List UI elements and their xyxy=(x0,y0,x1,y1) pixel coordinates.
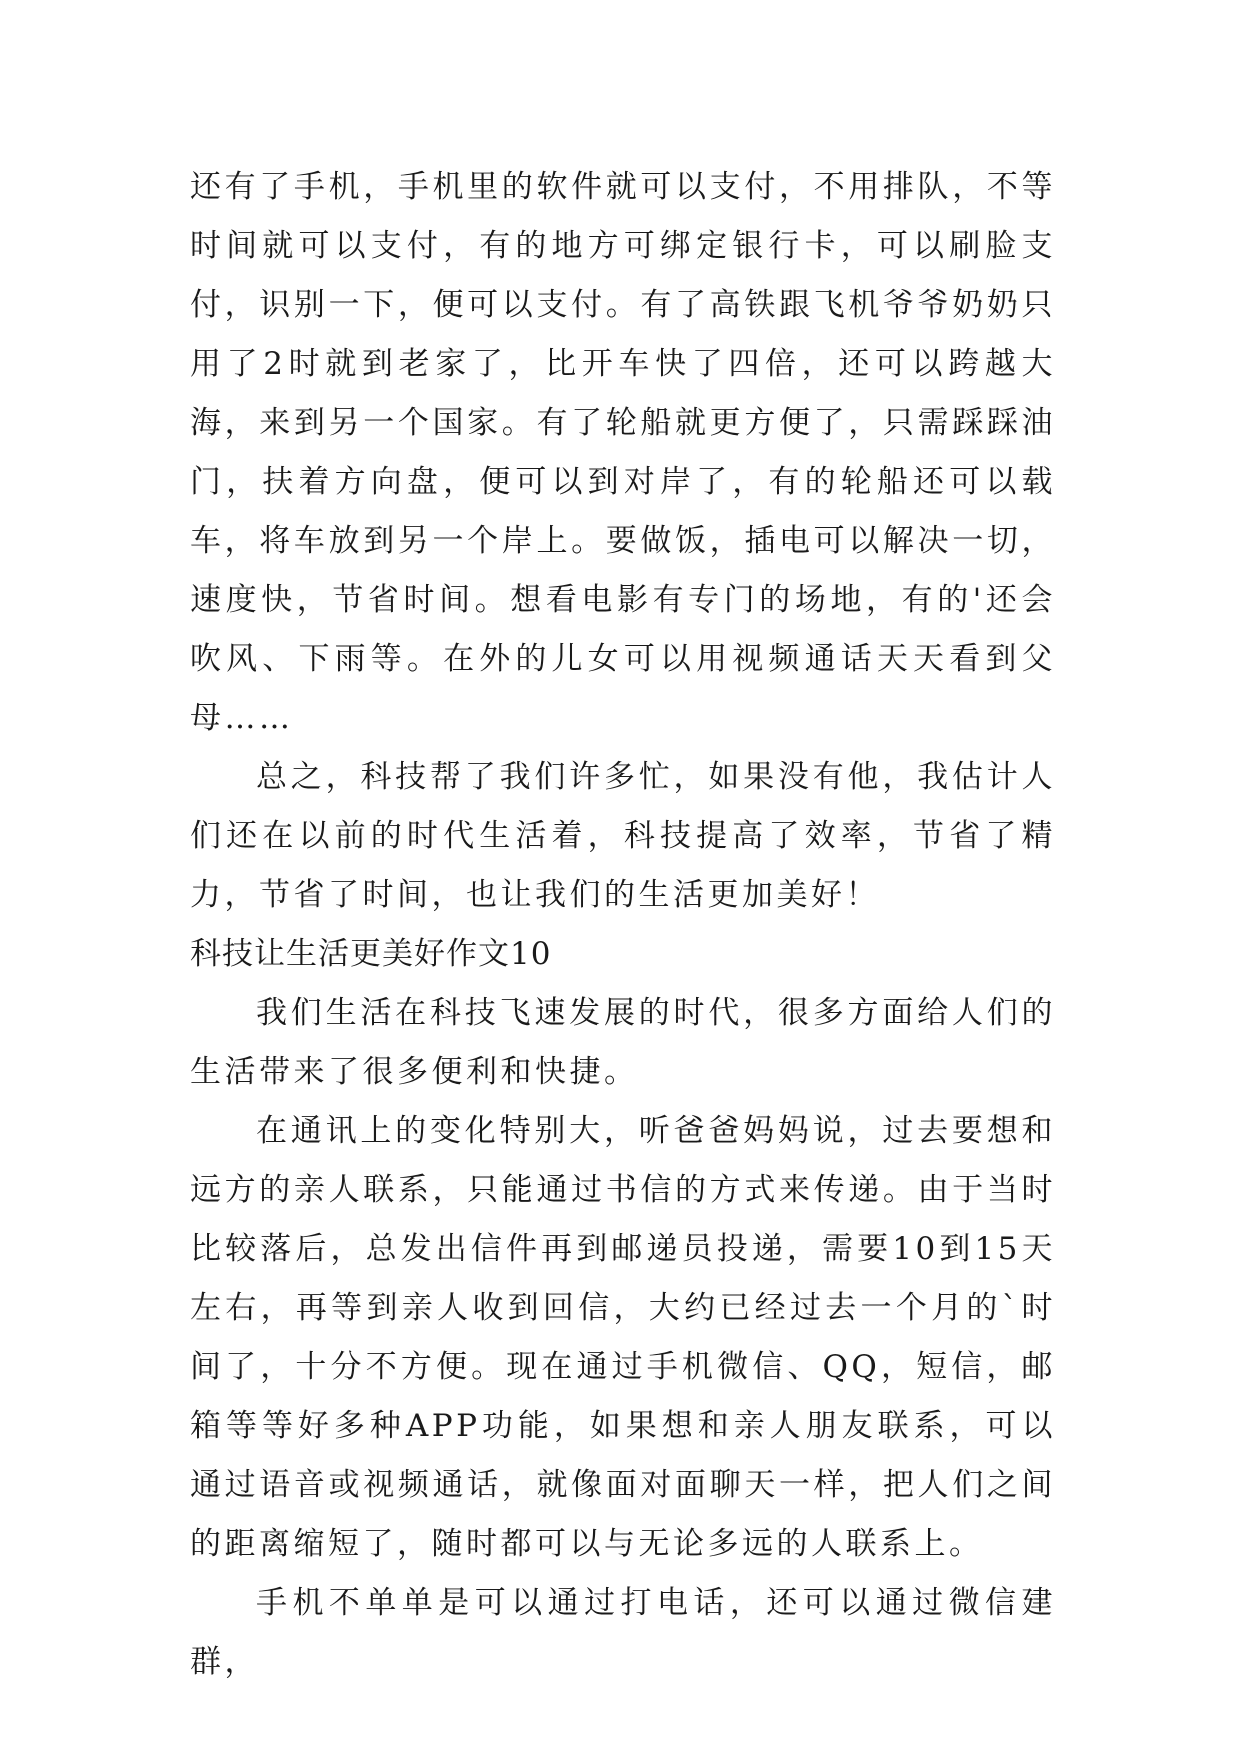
paragraph-phone-features: 手机不单单是可以通过打电话，还可以通过微信建群， xyxy=(190,1585,1056,1680)
document-body xyxy=(190,158,1056,1692)
paragraph-conclusion: 总之，科技帮了我们许多忙，如果没有他，我估计人们还在以前的时代生活着，科技提高了效率，节省了精力，节省了时间，也让我们的生活更加美好！ xyxy=(190,759,1056,913)
paragraph-intro: 我们生活在科技飞速发展的时代，很多方面给人们的生活带来了很多便利和快捷。 xyxy=(190,995,1056,1090)
paragraph-mobile-payment-transport: 还有了手机，手机里的软件就可以支付，不用排队，不等时间就可以支付，有的地方可绑定银行卡，可以刷脸支付，识别一下，便可以支付。有了高铁跟飞机爷爷奶奶只用了2时就到老家了，比开车快了四倍，还可以跨越大海，来到另一个国家。有了轮船就更方便了，只需踩踩油门，扶着方向盘，便可以到对岸了，有的轮船还可以载车，将车放到另一个岸上。要做饭，插电可以解决一切，速度快，节省时间。想看电影有专门的场地，有的'还会吹风、下雨等。在外的儿女可以用视频通话天天看到父母…… xyxy=(190,169,1056,736)
paragraph-communication: 在通讯上的变化特别大，听爸爸妈妈说，过去要想和远方的亲人联系，只能通过书信的方式来传递。由于当时比较落后，总发出信件再到邮递员投递，需要10到15天左右，再等到亲人收到回信，大约已经过去一个月的`时间了，十分不方便。现在通过手机微信、QQ，短信，邮箱等等好多种APP功能，如果想和亲人朋友联系，可以通过语音或视频通话，就像面对面聊天一样，把人们之间的距离缩短了，随时都可以与无论多远的人联系上。 xyxy=(190,1113,1056,1562)
essay-heading: 科技让生活更美好作文10 xyxy=(190,936,552,972)
